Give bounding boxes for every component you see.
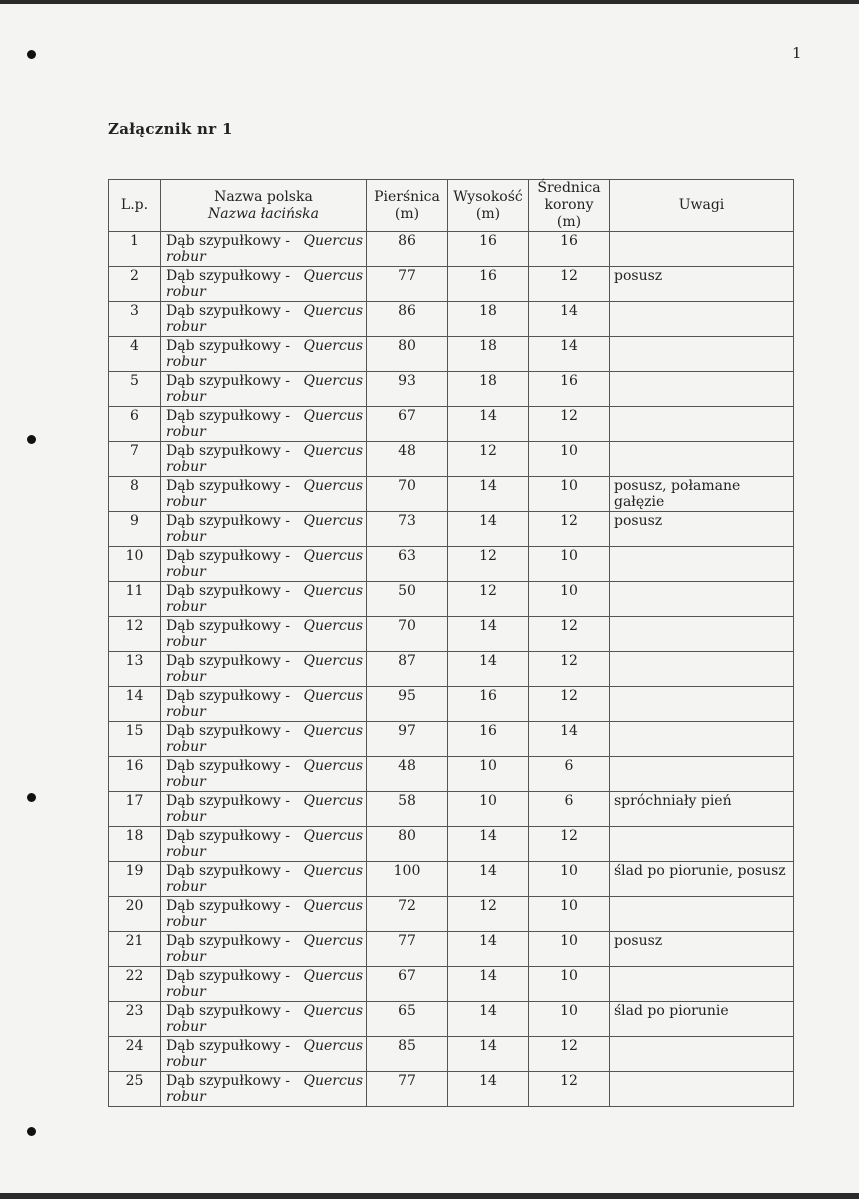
header-name <box>161 180 367 232</box>
cell-wysokosc: 14 <box>448 617 529 652</box>
cell-uwagi: spróchniały pień <box>610 792 794 827</box>
cell-name <box>161 442 367 477</box>
cell-uwagi <box>610 442 794 477</box>
cell-name-lat-species: robur <box>166 634 206 650</box>
cell-name <box>161 932 367 967</box>
cell-lp: 10 <box>109 547 161 582</box>
cell-srednica: 10 <box>529 862 610 897</box>
cell-wysokosc: 18 <box>448 302 529 337</box>
cell-wysokosc: 14 <box>448 827 529 862</box>
cell-name-lat-species: robur <box>166 949 206 965</box>
cell-srednica: 12 <box>529 1037 610 1072</box>
cell-srednica: 6 <box>529 757 610 792</box>
cell-name-lat-genus: Quercus <box>303 478 363 494</box>
cell-name-lat-genus: Quercus <box>303 513 363 529</box>
cell-piersnica: 48 <box>367 757 448 792</box>
cell-name-pl: Dąb szypułkowy - <box>166 443 290 459</box>
cell-name <box>161 792 367 827</box>
cell-uwagi <box>610 617 794 652</box>
cell-uwagi <box>610 897 794 932</box>
cell-name-lat-species: robur <box>166 984 206 1000</box>
cell-wysokosc: 18 <box>448 337 529 372</box>
table-row <box>109 862 794 897</box>
cell-name-lat-species: robur <box>166 704 206 720</box>
cell-name-pl: Dąb szypułkowy - <box>166 863 290 879</box>
cell-uwagi: posusz, połamane gałęzie <box>610 477 794 512</box>
cell-wysokosc: 18 <box>448 372 529 407</box>
cell-name-lat-genus: Quercus <box>303 723 363 739</box>
cell-name-lat-genus: Quercus <box>303 653 363 669</box>
header-wysokosc <box>448 180 529 232</box>
cell-srednica: 10 <box>529 897 610 932</box>
table-row <box>109 1002 794 1037</box>
cell-name-lat-species: robur <box>166 459 206 475</box>
cell-uwagi <box>610 232 794 267</box>
cell-srednica: 14 <box>529 722 610 757</box>
cell-wysokosc: 14 <box>448 477 529 512</box>
cell-name-pl: Dąb szypułkowy - <box>166 233 290 249</box>
table-row <box>109 512 794 547</box>
cell-srednica: 12 <box>529 1072 610 1107</box>
cell-uwagi <box>610 547 794 582</box>
cell-piersnica: 48 <box>367 442 448 477</box>
cell-name-pl: Dąb szypułkowy - <box>166 303 290 319</box>
cell-srednica: 14 <box>529 337 610 372</box>
cell-name-lat-species: robur <box>166 669 206 685</box>
cell-name-pl: Dąb szypułkowy - <box>166 618 290 634</box>
cell-name-lat-genus: Quercus <box>303 338 363 354</box>
cell-name-lat-genus: Quercus <box>303 968 363 984</box>
header-piersnica-unit: (m) <box>394 205 420 222</box>
cell-wysokosc: 16 <box>448 267 529 302</box>
cell-name-pl: Dąb szypułkowy - <box>166 1038 290 1054</box>
table-row <box>109 267 794 302</box>
table-row <box>109 687 794 722</box>
cell-name <box>161 582 367 617</box>
cell-name <box>161 302 367 337</box>
punch-hole-dot <box>27 435 36 444</box>
table-row <box>109 617 794 652</box>
cell-name-lat-genus: Quercus <box>303 618 363 634</box>
cell-name <box>161 547 367 582</box>
cell-uwagi <box>610 582 794 617</box>
cell-uwagi <box>610 302 794 337</box>
cell-wysokosc: 14 <box>448 1072 529 1107</box>
cell-piersnica: 97 <box>367 722 448 757</box>
cell-wysokosc: 14 <box>448 862 529 897</box>
cell-wysokosc: 14 <box>448 1002 529 1037</box>
cell-lp: 8 <box>109 477 161 512</box>
cell-name <box>161 477 367 512</box>
cell-wysokosc: 14 <box>448 1037 529 1072</box>
cell-piersnica: 77 <box>367 932 448 967</box>
header-wysokosc-label: Wysokość <box>453 188 523 205</box>
cell-wysokosc: 14 <box>448 407 529 442</box>
cell-name <box>161 337 367 372</box>
cell-name <box>161 757 367 792</box>
cell-piersnica: 80 <box>367 337 448 372</box>
cell-name <box>161 1002 367 1037</box>
cell-name-lat-species: robur <box>166 914 206 930</box>
cell-name-lat-genus: Quercus <box>303 793 363 809</box>
cell-name-lat-genus: Quercus <box>303 898 363 914</box>
cell-uwagi <box>610 652 794 687</box>
cell-name-lat-species: robur <box>166 879 206 895</box>
cell-piersnica: 87 <box>367 652 448 687</box>
cell-uwagi: posusz <box>610 512 794 547</box>
table-header-row <box>109 180 794 232</box>
cell-name-lat-genus: Quercus <box>303 688 363 704</box>
cell-name <box>161 967 367 1002</box>
cell-piersnica: 86 <box>367 232 448 267</box>
cell-piersnica: 65 <box>367 1002 448 1037</box>
header-piersnica-label: Pierśnica <box>374 188 440 205</box>
cell-name <box>161 372 367 407</box>
cell-uwagi: ślad po piorunie, posusz <box>610 862 794 897</box>
cell-srednica: 12 <box>529 267 610 302</box>
cell-wysokosc: 16 <box>448 232 529 267</box>
cell-srednica: 12 <box>529 827 610 862</box>
header-srednica-unit: (m) <box>556 214 582 230</box>
cell-lp: 14 <box>109 687 161 722</box>
cell-name <box>161 1072 367 1107</box>
cell-name-lat-species: robur <box>166 1019 206 1035</box>
cell-piersnica: 86 <box>367 302 448 337</box>
page-number: 1 <box>792 44 802 62</box>
table-row <box>109 232 794 267</box>
cell-name-lat-species: robur <box>166 1054 206 1070</box>
cell-uwagi <box>610 757 794 792</box>
header-name-lat: Nazwa łacińska <box>208 205 319 222</box>
table-row <box>109 302 794 337</box>
cell-name <box>161 722 367 757</box>
cell-name-lat-genus: Quercus <box>303 233 363 249</box>
cell-wysokosc: 14 <box>448 652 529 687</box>
cell-name-pl: Dąb szypułkowy - <box>166 513 290 529</box>
cell-name-lat-species: robur <box>166 284 206 300</box>
table-row <box>109 337 794 372</box>
cell-name-pl: Dąb szypułkowy - <box>166 583 290 599</box>
cell-lp: 21 <box>109 932 161 967</box>
punch-hole-dot <box>27 1127 36 1136</box>
cell-piersnica: 63 <box>367 547 448 582</box>
cell-piersnica: 67 <box>367 967 448 1002</box>
cell-piersnica: 77 <box>367 267 448 302</box>
cell-name <box>161 862 367 897</box>
cell-name-lat-species: robur <box>166 809 206 825</box>
cell-name-lat-genus: Quercus <box>303 268 363 284</box>
cell-name-pl: Dąb szypułkowy - <box>166 793 290 809</box>
cell-srednica: 10 <box>529 932 610 967</box>
cell-wysokosc: 12 <box>448 442 529 477</box>
cell-piersnica: 50 <box>367 582 448 617</box>
cell-lp: 5 <box>109 372 161 407</box>
cell-name-lat-species: robur <box>166 424 206 440</box>
cell-lp: 13 <box>109 652 161 687</box>
cell-name-lat-genus: Quercus <box>303 1038 363 1054</box>
tree-inventory-table <box>108 179 794 1107</box>
table-row <box>109 1072 794 1107</box>
cell-name-pl: Dąb szypułkowy - <box>166 968 290 984</box>
cell-wysokosc: 14 <box>448 932 529 967</box>
cell-lp: 20 <box>109 897 161 932</box>
cell-name-lat-species: robur <box>166 1089 206 1105</box>
header-srednica <box>529 180 610 232</box>
cell-name-pl: Dąb szypułkowy - <box>166 758 290 774</box>
cell-name <box>161 1037 367 1072</box>
cell-name-lat-genus: Quercus <box>303 373 363 389</box>
page-title: Załącznik nr 1 <box>108 120 233 138</box>
cell-srednica: 10 <box>529 1002 610 1037</box>
cell-wysokosc: 12 <box>448 582 529 617</box>
cell-uwagi <box>610 1037 794 1072</box>
cell-name-lat-species: robur <box>166 319 206 335</box>
cell-uwagi: ślad po piorunie <box>610 1002 794 1037</box>
cell-name-pl: Dąb szypułkowy - <box>166 828 290 844</box>
scan-edge-bottom <box>0 1193 859 1199</box>
cell-uwagi <box>610 1072 794 1107</box>
cell-lp: 18 <box>109 827 161 862</box>
cell-name-pl: Dąb szypułkowy - <box>166 933 290 949</box>
cell-name-pl: Dąb szypułkowy - <box>166 373 290 389</box>
table-row <box>109 442 794 477</box>
cell-lp: 11 <box>109 582 161 617</box>
table-row <box>109 372 794 407</box>
cell-name-lat-species: robur <box>166 844 206 860</box>
cell-uwagi: posusz <box>610 932 794 967</box>
header-piersnica <box>367 180 448 232</box>
scan-edge-top <box>0 0 859 4</box>
cell-name-pl: Dąb szypułkowy - <box>166 688 290 704</box>
cell-uwagi <box>610 337 794 372</box>
cell-srednica: 16 <box>529 232 610 267</box>
cell-lp: 17 <box>109 792 161 827</box>
cell-piersnica: 77 <box>367 1072 448 1107</box>
cell-srednica: 10 <box>529 442 610 477</box>
cell-name-lat-species: robur <box>166 494 206 510</box>
cell-uwagi: posusz <box>610 267 794 302</box>
cell-srednica: 12 <box>529 687 610 722</box>
cell-srednica: 10 <box>529 547 610 582</box>
cell-name-lat-genus: Quercus <box>303 408 363 424</box>
cell-piersnica: 80 <box>367 827 448 862</box>
cell-lp: 24 <box>109 1037 161 1072</box>
cell-lp: 23 <box>109 1002 161 1037</box>
cell-piersnica: 73 <box>367 512 448 547</box>
cell-wysokosc: 16 <box>448 722 529 757</box>
cell-lp: 2 <box>109 267 161 302</box>
cell-name-lat-genus: Quercus <box>303 828 363 844</box>
cell-name-lat-species: robur <box>166 599 206 615</box>
cell-name-lat-genus: Quercus <box>303 933 363 949</box>
cell-name <box>161 232 367 267</box>
cell-name-lat-genus: Quercus <box>303 548 363 564</box>
cell-srednica: 12 <box>529 407 610 442</box>
cell-uwagi <box>610 687 794 722</box>
cell-name-lat-genus: Quercus <box>303 1073 363 1089</box>
cell-uwagi <box>610 722 794 757</box>
cell-srednica: 10 <box>529 477 610 512</box>
cell-piersnica: 72 <box>367 897 448 932</box>
header-name-pl: Nazwa polska <box>214 188 313 205</box>
table-row <box>109 582 794 617</box>
cell-name-lat-species: robur <box>166 529 206 545</box>
cell-srednica: 16 <box>529 372 610 407</box>
cell-name-lat-species: robur <box>166 354 206 370</box>
cell-srednica: 12 <box>529 617 610 652</box>
cell-name <box>161 827 367 862</box>
cell-piersnica: 93 <box>367 372 448 407</box>
cell-name-lat-genus: Quercus <box>303 583 363 599</box>
cell-name-pl: Dąb szypułkowy - <box>166 653 290 669</box>
cell-lp: 16 <box>109 757 161 792</box>
cell-srednica: 14 <box>529 302 610 337</box>
cell-name <box>161 617 367 652</box>
header-lp: L.p. <box>109 180 161 232</box>
cell-wysokosc: 10 <box>448 757 529 792</box>
cell-name-pl: Dąb szypułkowy - <box>166 723 290 739</box>
cell-wysokosc: 12 <box>448 897 529 932</box>
cell-name <box>161 512 367 547</box>
cell-name-lat-species: robur <box>166 564 206 580</box>
cell-lp: 12 <box>109 617 161 652</box>
cell-lp: 3 <box>109 302 161 337</box>
table-row <box>109 792 794 827</box>
table-row <box>109 932 794 967</box>
cell-piersnica: 100 <box>367 862 448 897</box>
cell-piersnica: 67 <box>367 407 448 442</box>
cell-name <box>161 267 367 302</box>
table-row <box>109 477 794 512</box>
cell-name-lat-genus: Quercus <box>303 303 363 319</box>
cell-name-lat-genus: Quercus <box>303 863 363 879</box>
cell-wysokosc: 16 <box>448 687 529 722</box>
header-srednica-label: Średnica <box>537 180 601 196</box>
cell-name-lat-genus: Quercus <box>303 1003 363 1019</box>
cell-name-lat-genus: Quercus <box>303 758 363 774</box>
cell-uwagi <box>610 407 794 442</box>
cell-piersnica: 85 <box>367 1037 448 1072</box>
table-row <box>109 827 794 862</box>
cell-name <box>161 407 367 442</box>
cell-lp: 7 <box>109 442 161 477</box>
cell-lp: 6 <box>109 407 161 442</box>
cell-name-lat-species: robur <box>166 389 206 405</box>
cell-lp: 15 <box>109 722 161 757</box>
table-row <box>109 407 794 442</box>
cell-srednica: 10 <box>529 967 610 1002</box>
cell-wysokosc: 10 <box>448 792 529 827</box>
cell-name-pl: Dąb szypułkowy - <box>166 548 290 564</box>
table-row <box>109 547 794 582</box>
cell-name <box>161 897 367 932</box>
cell-uwagi <box>610 967 794 1002</box>
table-row <box>109 967 794 1002</box>
cell-srednica: 12 <box>529 652 610 687</box>
cell-piersnica: 70 <box>367 617 448 652</box>
table-row <box>109 897 794 932</box>
header-wysokosc-unit: (m) <box>475 205 501 222</box>
cell-piersnica: 70 <box>367 477 448 512</box>
table-row <box>109 757 794 792</box>
cell-name-pl: Dąb szypułkowy - <box>166 408 290 424</box>
cell-name-pl: Dąb szypułkowy - <box>166 1073 290 1089</box>
cell-wysokosc: 14 <box>448 512 529 547</box>
table-row <box>109 722 794 757</box>
table-row <box>109 1037 794 1072</box>
cell-name <box>161 652 367 687</box>
cell-name-pl: Dąb szypułkowy - <box>166 478 290 494</box>
cell-piersnica: 95 <box>367 687 448 722</box>
table-row <box>109 652 794 687</box>
punch-hole-dot <box>27 50 36 59</box>
cell-piersnica: 58 <box>367 792 448 827</box>
header-uwagi: Uwagi <box>610 180 794 232</box>
cell-wysokosc: 14 <box>448 967 529 1002</box>
cell-name-pl: Dąb szypułkowy - <box>166 898 290 914</box>
cell-srednica: 10 <box>529 582 610 617</box>
cell-name-pl: Dąb szypułkowy - <box>166 1003 290 1019</box>
cell-wysokosc: 12 <box>448 547 529 582</box>
cell-name-lat-species: robur <box>166 249 206 265</box>
cell-lp: 25 <box>109 1072 161 1107</box>
cell-name-lat-species: robur <box>166 739 206 755</box>
cell-lp: 4 <box>109 337 161 372</box>
cell-srednica: 6 <box>529 792 610 827</box>
cell-lp: 1 <box>109 232 161 267</box>
header-srednica-label-2: korony <box>544 197 594 213</box>
cell-srednica: 12 <box>529 512 610 547</box>
cell-name-lat-species: robur <box>166 774 206 790</box>
cell-name <box>161 687 367 722</box>
cell-lp: 22 <box>109 967 161 1002</box>
cell-uwagi <box>610 827 794 862</box>
cell-uwagi <box>610 372 794 407</box>
cell-name-pl: Dąb szypułkowy - <box>166 268 290 284</box>
punch-hole-dot <box>27 793 36 802</box>
cell-lp: 9 <box>109 512 161 547</box>
cell-name-pl: Dąb szypułkowy - <box>166 338 290 354</box>
cell-name-lat-genus: Quercus <box>303 443 363 459</box>
cell-lp: 19 <box>109 862 161 897</box>
